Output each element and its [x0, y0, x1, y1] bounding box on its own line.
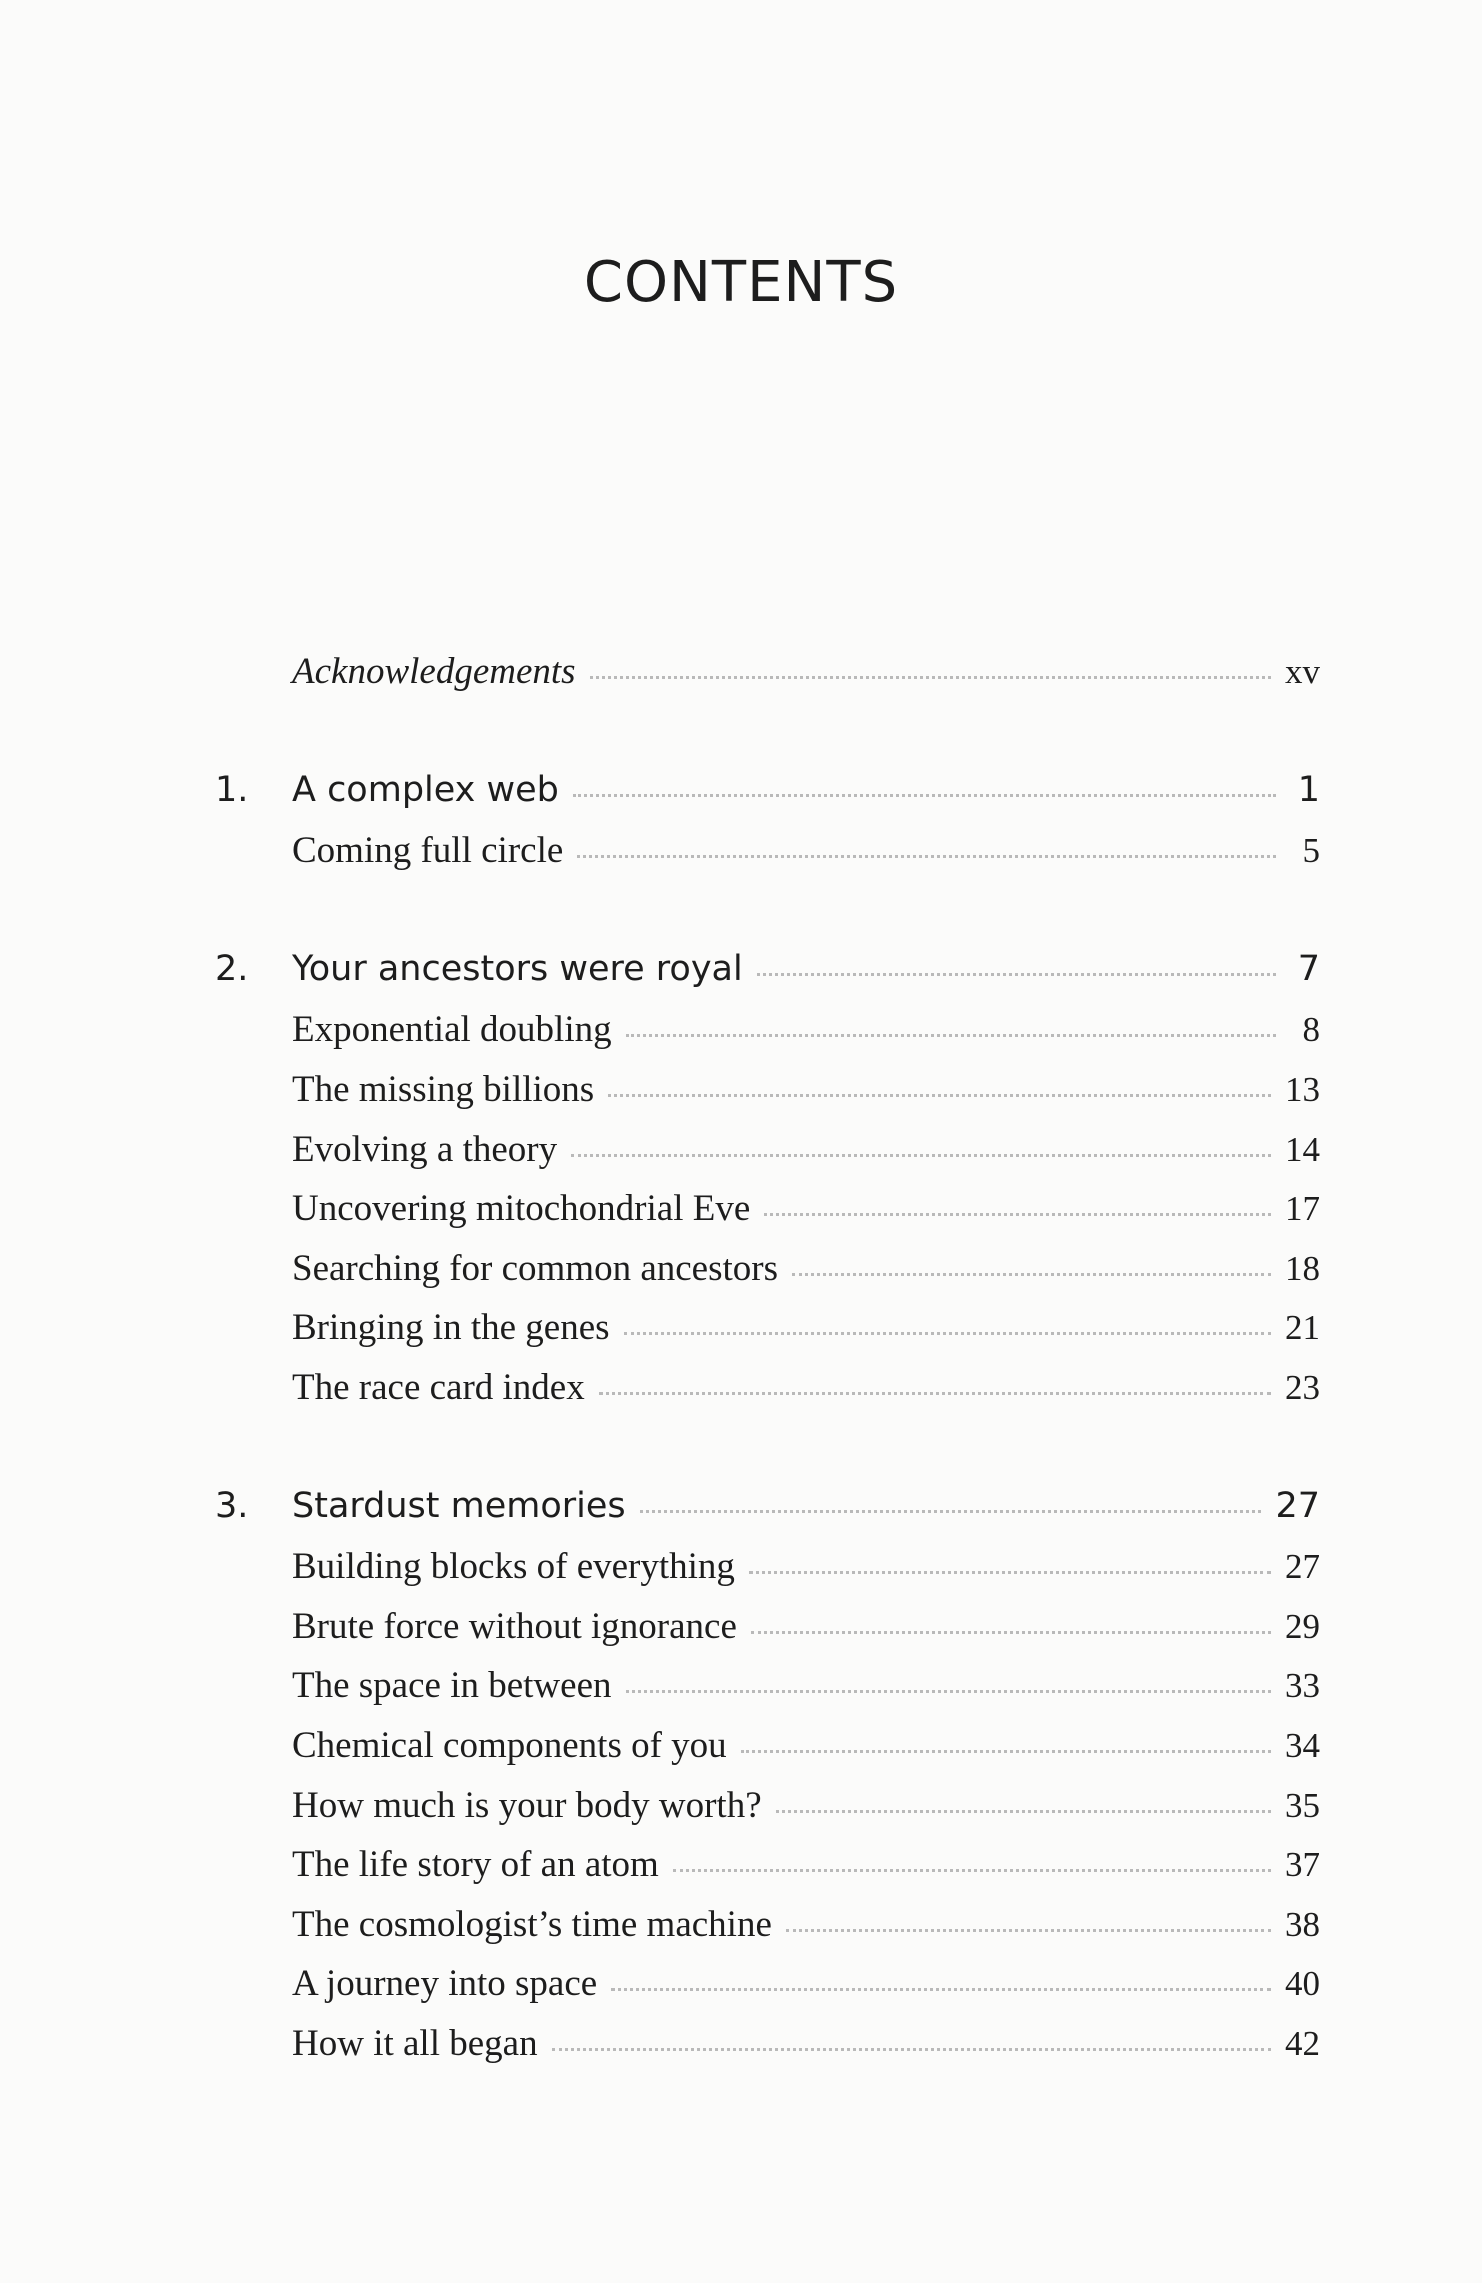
toc-page-number: 18: [1285, 1248, 1320, 1288]
section-title: The race card index: [292, 1366, 585, 1408]
toc-page-number: 40: [1285, 1964, 1320, 2004]
toc-chapter-2[interactable]: [215, 949, 1320, 1009]
toc-section[interactable]: [215, 1545, 1320, 1605]
dot-leader: [764, 1212, 1271, 1216]
section-title: How much is your body worth?: [292, 1784, 762, 1826]
toc-page-number: 8: [1302, 1010, 1320, 1050]
dot-leader: [792, 1272, 1271, 1276]
toc-section[interactable]: [215, 1366, 1320, 1426]
toc-page-number: 33: [1285, 1666, 1320, 1706]
toc-page-number: 23: [1285, 1367, 1320, 1407]
dot-leader: [577, 854, 1276, 858]
toc-page-number: 1: [1297, 769, 1320, 810]
toc-section[interactable]: [215, 1605, 1320, 1665]
toc-section[interactable]: [215, 1664, 1320, 1724]
chapter-title: Stardust memories: [292, 1485, 626, 1526]
toc-section[interactable]: [215, 1903, 1320, 1963]
dot-leader: [757, 972, 1276, 976]
toc-section[interactable]: [215, 1843, 1320, 1903]
toc-section[interactable]: [215, 1068, 1320, 1128]
section-title: How it all began: [292, 2022, 538, 2064]
table-of-contents: [215, 650, 1320, 2081]
dot-leader: [751, 1630, 1271, 1634]
toc-chapter-3[interactable]: [215, 1486, 1320, 1546]
toc-page-number: 17: [1285, 1189, 1320, 1229]
toc-page-number: 37: [1285, 1845, 1320, 1885]
toc-chapter-1[interactable]: [215, 770, 1320, 830]
dot-leader: [608, 1093, 1271, 1097]
toc-section[interactable]: [215, 1008, 1320, 1068]
section-title: The cosmologist’s time machine: [292, 1903, 772, 1945]
dot-leader: [571, 1153, 1271, 1157]
dot-leader: [640, 1509, 1262, 1513]
dot-leader: [673, 1868, 1271, 1872]
section-title: Brute force without ignorance: [292, 1605, 737, 1647]
dot-leader: [599, 1391, 1271, 1395]
toc-section[interactable]: [215, 1724, 1320, 1784]
dot-leader: [552, 2047, 1271, 2051]
toc-page-number: 29: [1285, 1606, 1320, 1646]
section-title: Evolving a theory: [292, 1128, 558, 1170]
section-title: Uncovering mitochondrial Eve: [292, 1188, 751, 1230]
toc-page-number: 7: [1297, 948, 1320, 989]
toc-page-number: 38: [1285, 1904, 1320, 1944]
toc-page-number: 35: [1285, 1785, 1320, 1825]
toc-entry-acknowledgements[interactable]: [215, 650, 1320, 710]
section-title: The life story of an atom: [292, 1844, 659, 1886]
toc-entry-label: Acknowledgements: [292, 651, 576, 692]
section-title: The space in between: [292, 1665, 612, 1707]
section-title: A journey into space: [292, 1963, 598, 2005]
toc-page-number: 13: [1285, 1069, 1320, 1109]
dot-leader: [776, 1809, 1271, 1813]
toc-page-number: 42: [1285, 2023, 1320, 2063]
toc-page-number: 27: [1275, 1485, 1320, 1526]
toc-section[interactable]: [215, 829, 1320, 889]
section-title: Building blocks of everything: [292, 1546, 735, 1588]
toc-page-number: 34: [1285, 1725, 1320, 1765]
dot-leader: [741, 1749, 1271, 1753]
toc-section[interactable]: [215, 1247, 1320, 1307]
toc-section[interactable]: [215, 1187, 1320, 1247]
section-title: Searching for common ancestors: [292, 1247, 778, 1289]
dot-leader: [624, 1331, 1271, 1335]
toc-section[interactable]: [215, 1306, 1320, 1366]
dot-leader: [611, 1987, 1271, 1991]
toc-section[interactable]: [215, 1962, 1320, 2022]
section-title: Coming full circle: [292, 830, 564, 872]
chapter-title: A complex web: [292, 769, 559, 810]
dot-leader: [749, 1570, 1271, 1574]
section-title: Bringing in the genes: [292, 1307, 610, 1349]
toc-page-number: 27: [1285, 1547, 1320, 1587]
dot-leader: [786, 1928, 1271, 1932]
chapter-number: 1.: [215, 769, 249, 810]
chapter-number: 2.: [215, 948, 249, 989]
dot-leader: [626, 1689, 1272, 1693]
dot-leader: [573, 793, 1276, 797]
section-title: Chemical components of you: [292, 1724, 727, 1766]
toc-section[interactable]: [215, 1784, 1320, 1844]
toc-page-number: xv: [1285, 652, 1320, 691]
section-title: Exponential doubling: [292, 1009, 612, 1051]
toc-page-number: 5: [1302, 831, 1320, 871]
toc-section[interactable]: [215, 1128, 1320, 1188]
toc-page-number: 21: [1285, 1308, 1320, 1348]
chapter-number: 3.: [215, 1485, 249, 1526]
chapter-title: Your ancestors were royal: [292, 948, 743, 989]
dot-leader: [590, 675, 1271, 679]
toc-section[interactable]: [215, 2022, 1320, 2082]
page-title: CONTENTS: [583, 250, 899, 315]
section-title: The missing billions: [292, 1068, 595, 1110]
dot-leader: [626, 1033, 1276, 1037]
toc-page-number: 14: [1285, 1129, 1320, 1169]
